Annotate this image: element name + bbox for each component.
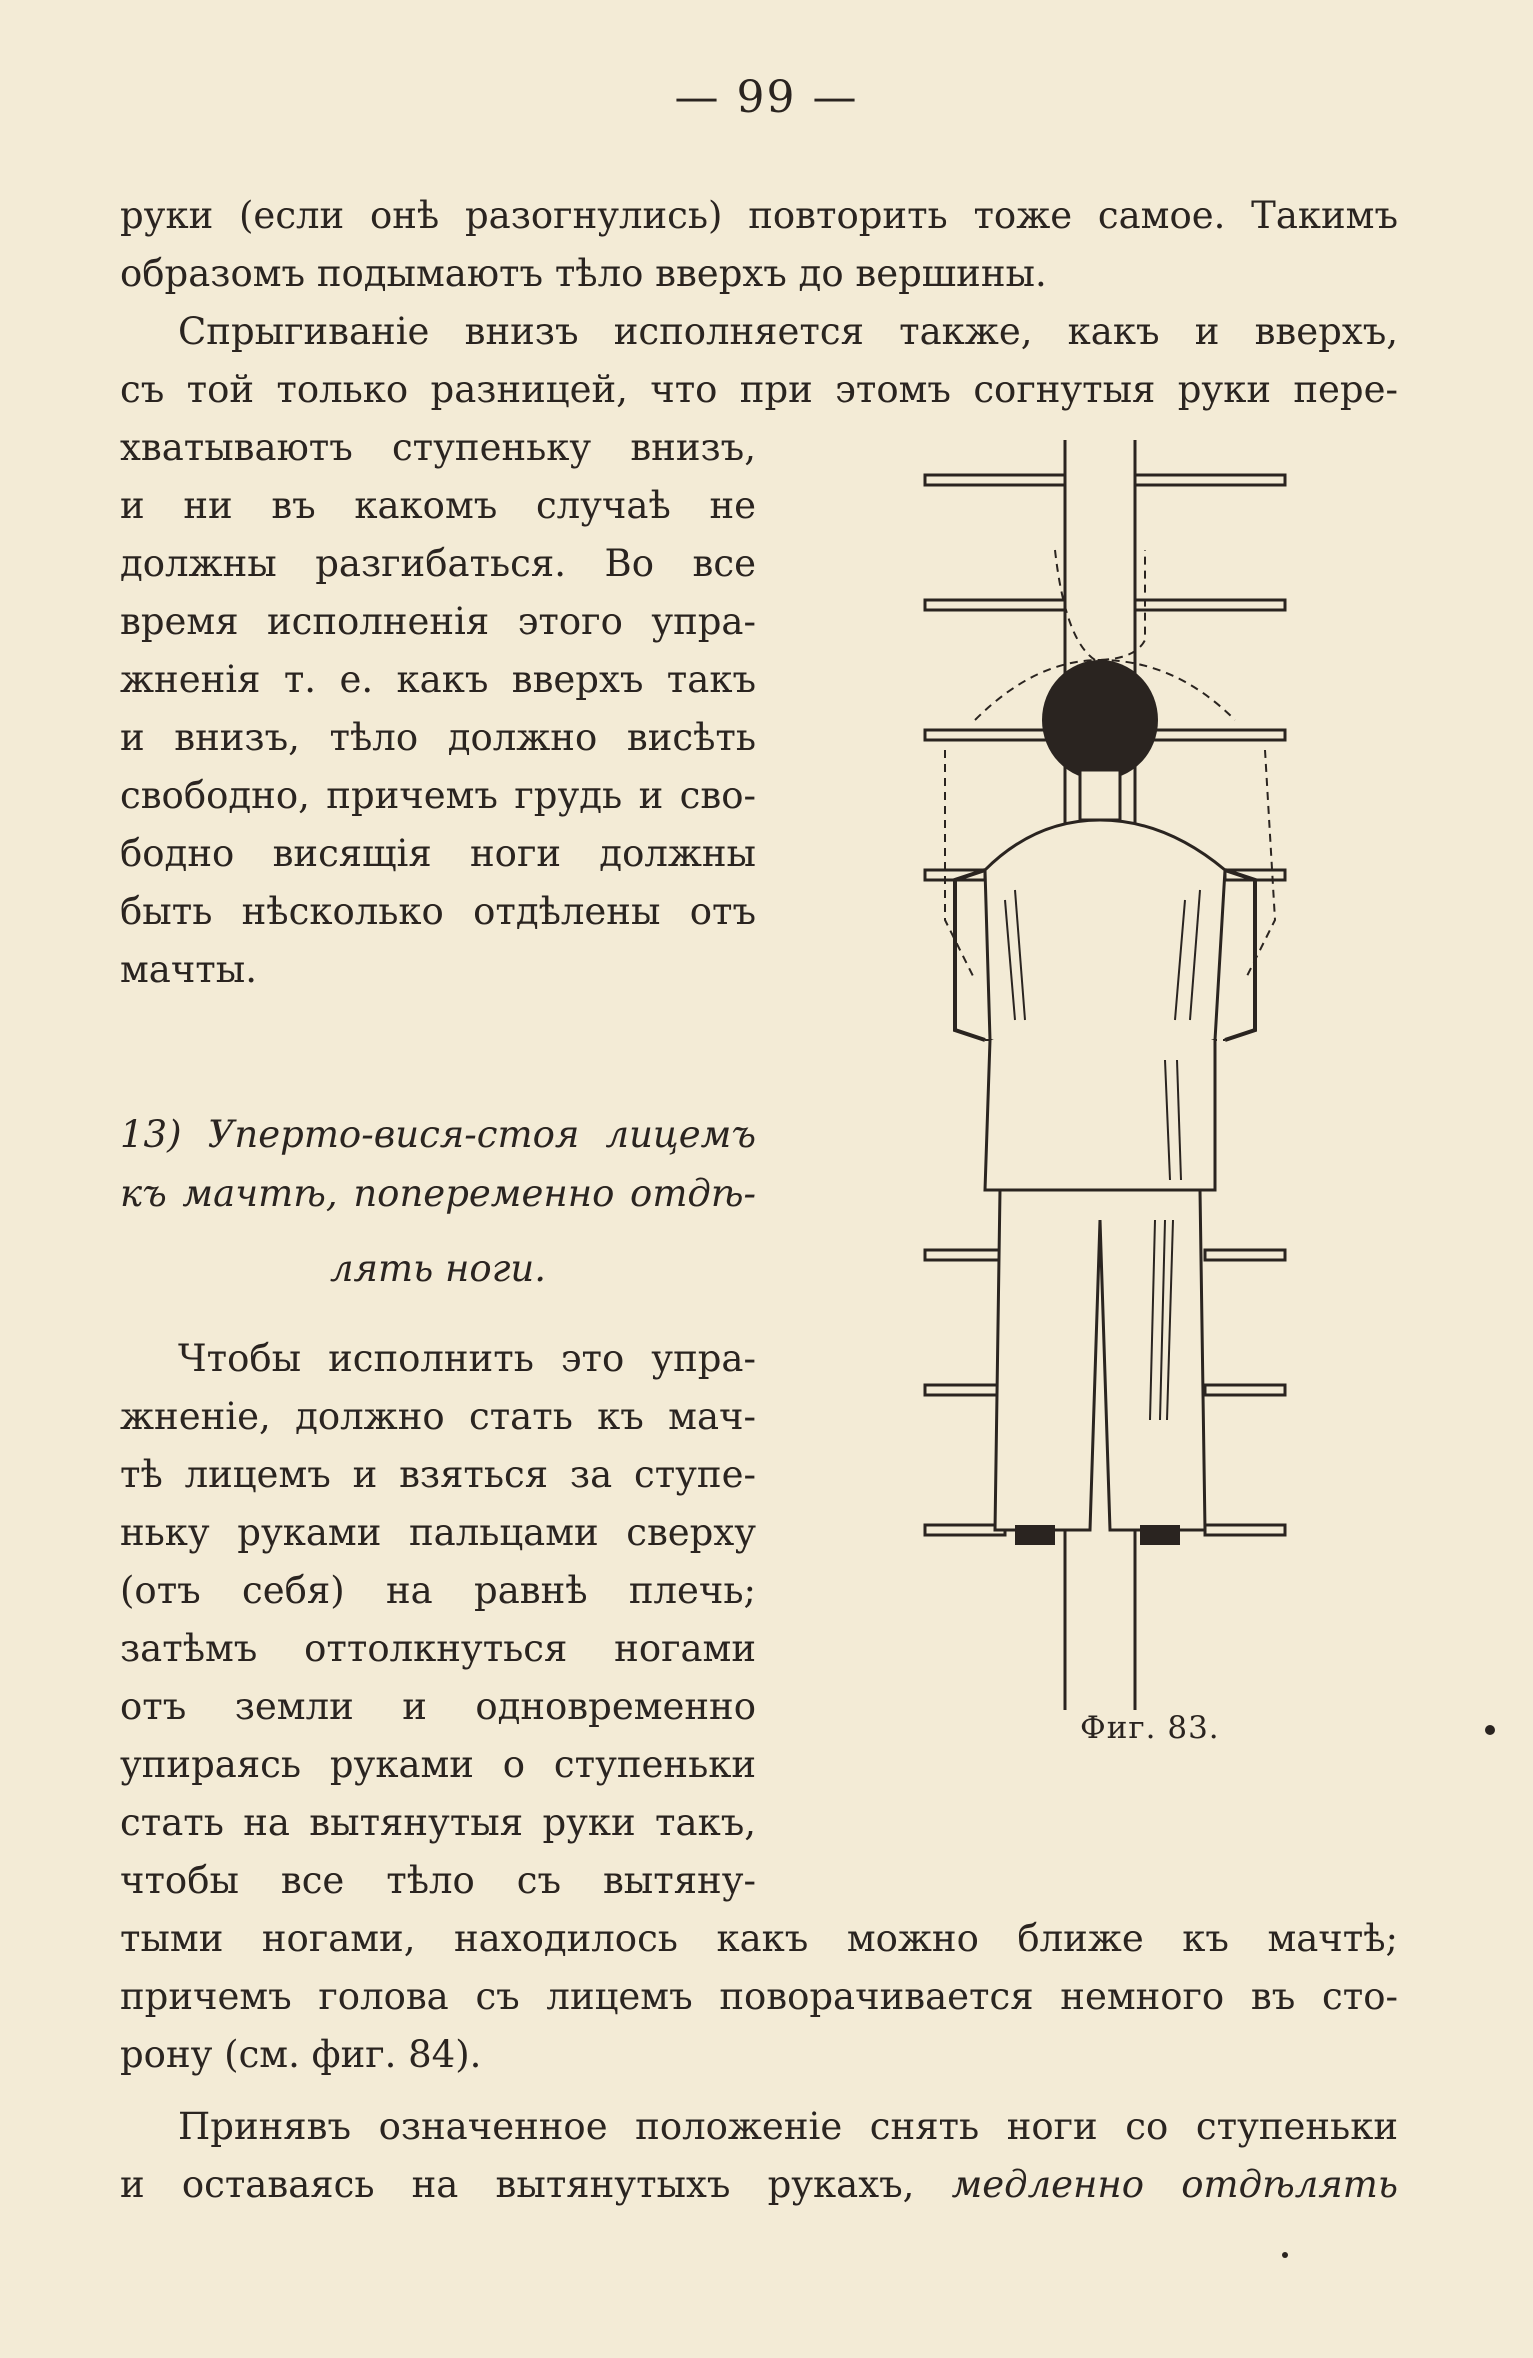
text-line: бодно висящiя ноги должны — [120, 832, 756, 875]
text-line: быть нѣсколько отдѣлены отъ — [120, 890, 756, 933]
text-line: должны разгибаться. Во все — [120, 542, 756, 585]
text-line: затѣмъ оттолкнуться ногами — [120, 1627, 756, 1670]
exercise-heading: къ мачтѣ, попеременно отдѣ- — [120, 1172, 756, 1215]
text-italic: медленно отдѣлять — [951, 2163, 1398, 2206]
text-line: Чтобы исполнить это упра- — [178, 1337, 756, 1380]
text-line: руки (если онѣ разогнулись) повторить тоже самое. Такимъ — [120, 194, 1398, 237]
text-line: упираясь руками о ступеньки — [120, 1743, 756, 1786]
figure-torso — [985, 820, 1225, 1060]
man-on-climbing-mast-illustration — [915, 420, 1295, 1710]
dashed-head-outline — [1055, 550, 1145, 660]
text-line: тыми ногами, находилось какъ можно ближе къ мачтѣ; — [120, 1917, 1398, 1960]
rung — [925, 1250, 1005, 1260]
exercise-heading: 13) Уперто-вися-стоя лицемъ — [120, 1113, 756, 1156]
figure-arm-right — [1225, 870, 1255, 1040]
text-line: (отъ себя) на равнѣ плечь; — [120, 1569, 756, 1612]
text-line: жненiя т. е. какъ вверхъ такъ — [120, 658, 756, 701]
text-line — [120, 2163, 1398, 2206]
rung — [925, 1525, 1005, 1535]
figure-foot-left — [1015, 1525, 1055, 1545]
text-line: чтобы все тѣло съ вытяну- — [120, 1859, 756, 1902]
rung — [1205, 1525, 1285, 1535]
text-line: Принявъ означенное положенiе снять ноги со ступеньки — [178, 2105, 1398, 2148]
text-line: время исполненiя этого упра- — [120, 600, 756, 643]
text-line: мачты. — [120, 948, 257, 991]
rung — [925, 600, 1065, 610]
exercise-heading: лять ноги. — [330, 1247, 546, 1290]
figure-foot-right — [1140, 1525, 1180, 1545]
rung — [925, 475, 1065, 485]
dashed-arm-right — [1245, 750, 1275, 980]
text-line: свободно, причемъ грудь и сво- — [120, 774, 756, 817]
text-line: образомъ подымаютъ тѣло вверхъ до вершины. — [120, 252, 1047, 295]
rung — [1135, 475, 1285, 485]
text-line: жненiе, должно стать къ мач- — [120, 1395, 756, 1438]
rung — [1135, 730, 1285, 740]
text-line: отъ земли и одновременно — [120, 1685, 756, 1728]
figure-arm-left — [955, 870, 985, 1040]
text-line: тѣ лицемъ и взяться за ступе- — [120, 1453, 756, 1496]
rung — [925, 1385, 1005, 1395]
figure-trousers — [995, 1190, 1205, 1530]
text-line: съ той только разницей, что при этомъ согнутыя руки пере- — [120, 368, 1398, 411]
text-plain: и оставаясь на вытянутыхъ рукахъ, — [120, 2163, 915, 2206]
print-speck — [1485, 1725, 1495, 1735]
text-line: причемъ голова съ лицемъ поворачивается немного въ сто- — [120, 1975, 1398, 2018]
rung — [1205, 1250, 1285, 1260]
text-line: и внизъ, тѣло должно висѣть — [120, 716, 756, 759]
page-number: — 99 — — [674, 72, 859, 123]
text-line: рону (см. фиг. 84). — [120, 2033, 482, 2076]
text-line: и ни въ какомъ случаѣ не — [120, 484, 756, 527]
text-line: Спрыгиванiе внизъ исполняется также, какъ и вверхъ, — [178, 310, 1398, 353]
rung — [1205, 1385, 1285, 1395]
text-line: хватываютъ ступеньку внизъ, — [120, 426, 756, 469]
print-speck — [1282, 2252, 1288, 2258]
text-line: ньку руками пальцами сверху — [120, 1511, 756, 1554]
figure-head — [1042, 660, 1158, 820]
figure-caption: Фиг. 83. — [1080, 1710, 1220, 1746]
text-line: стать на вытянутыя руки такъ, — [120, 1801, 756, 1844]
rung — [1135, 600, 1285, 610]
dashed-arm-left — [945, 750, 975, 980]
